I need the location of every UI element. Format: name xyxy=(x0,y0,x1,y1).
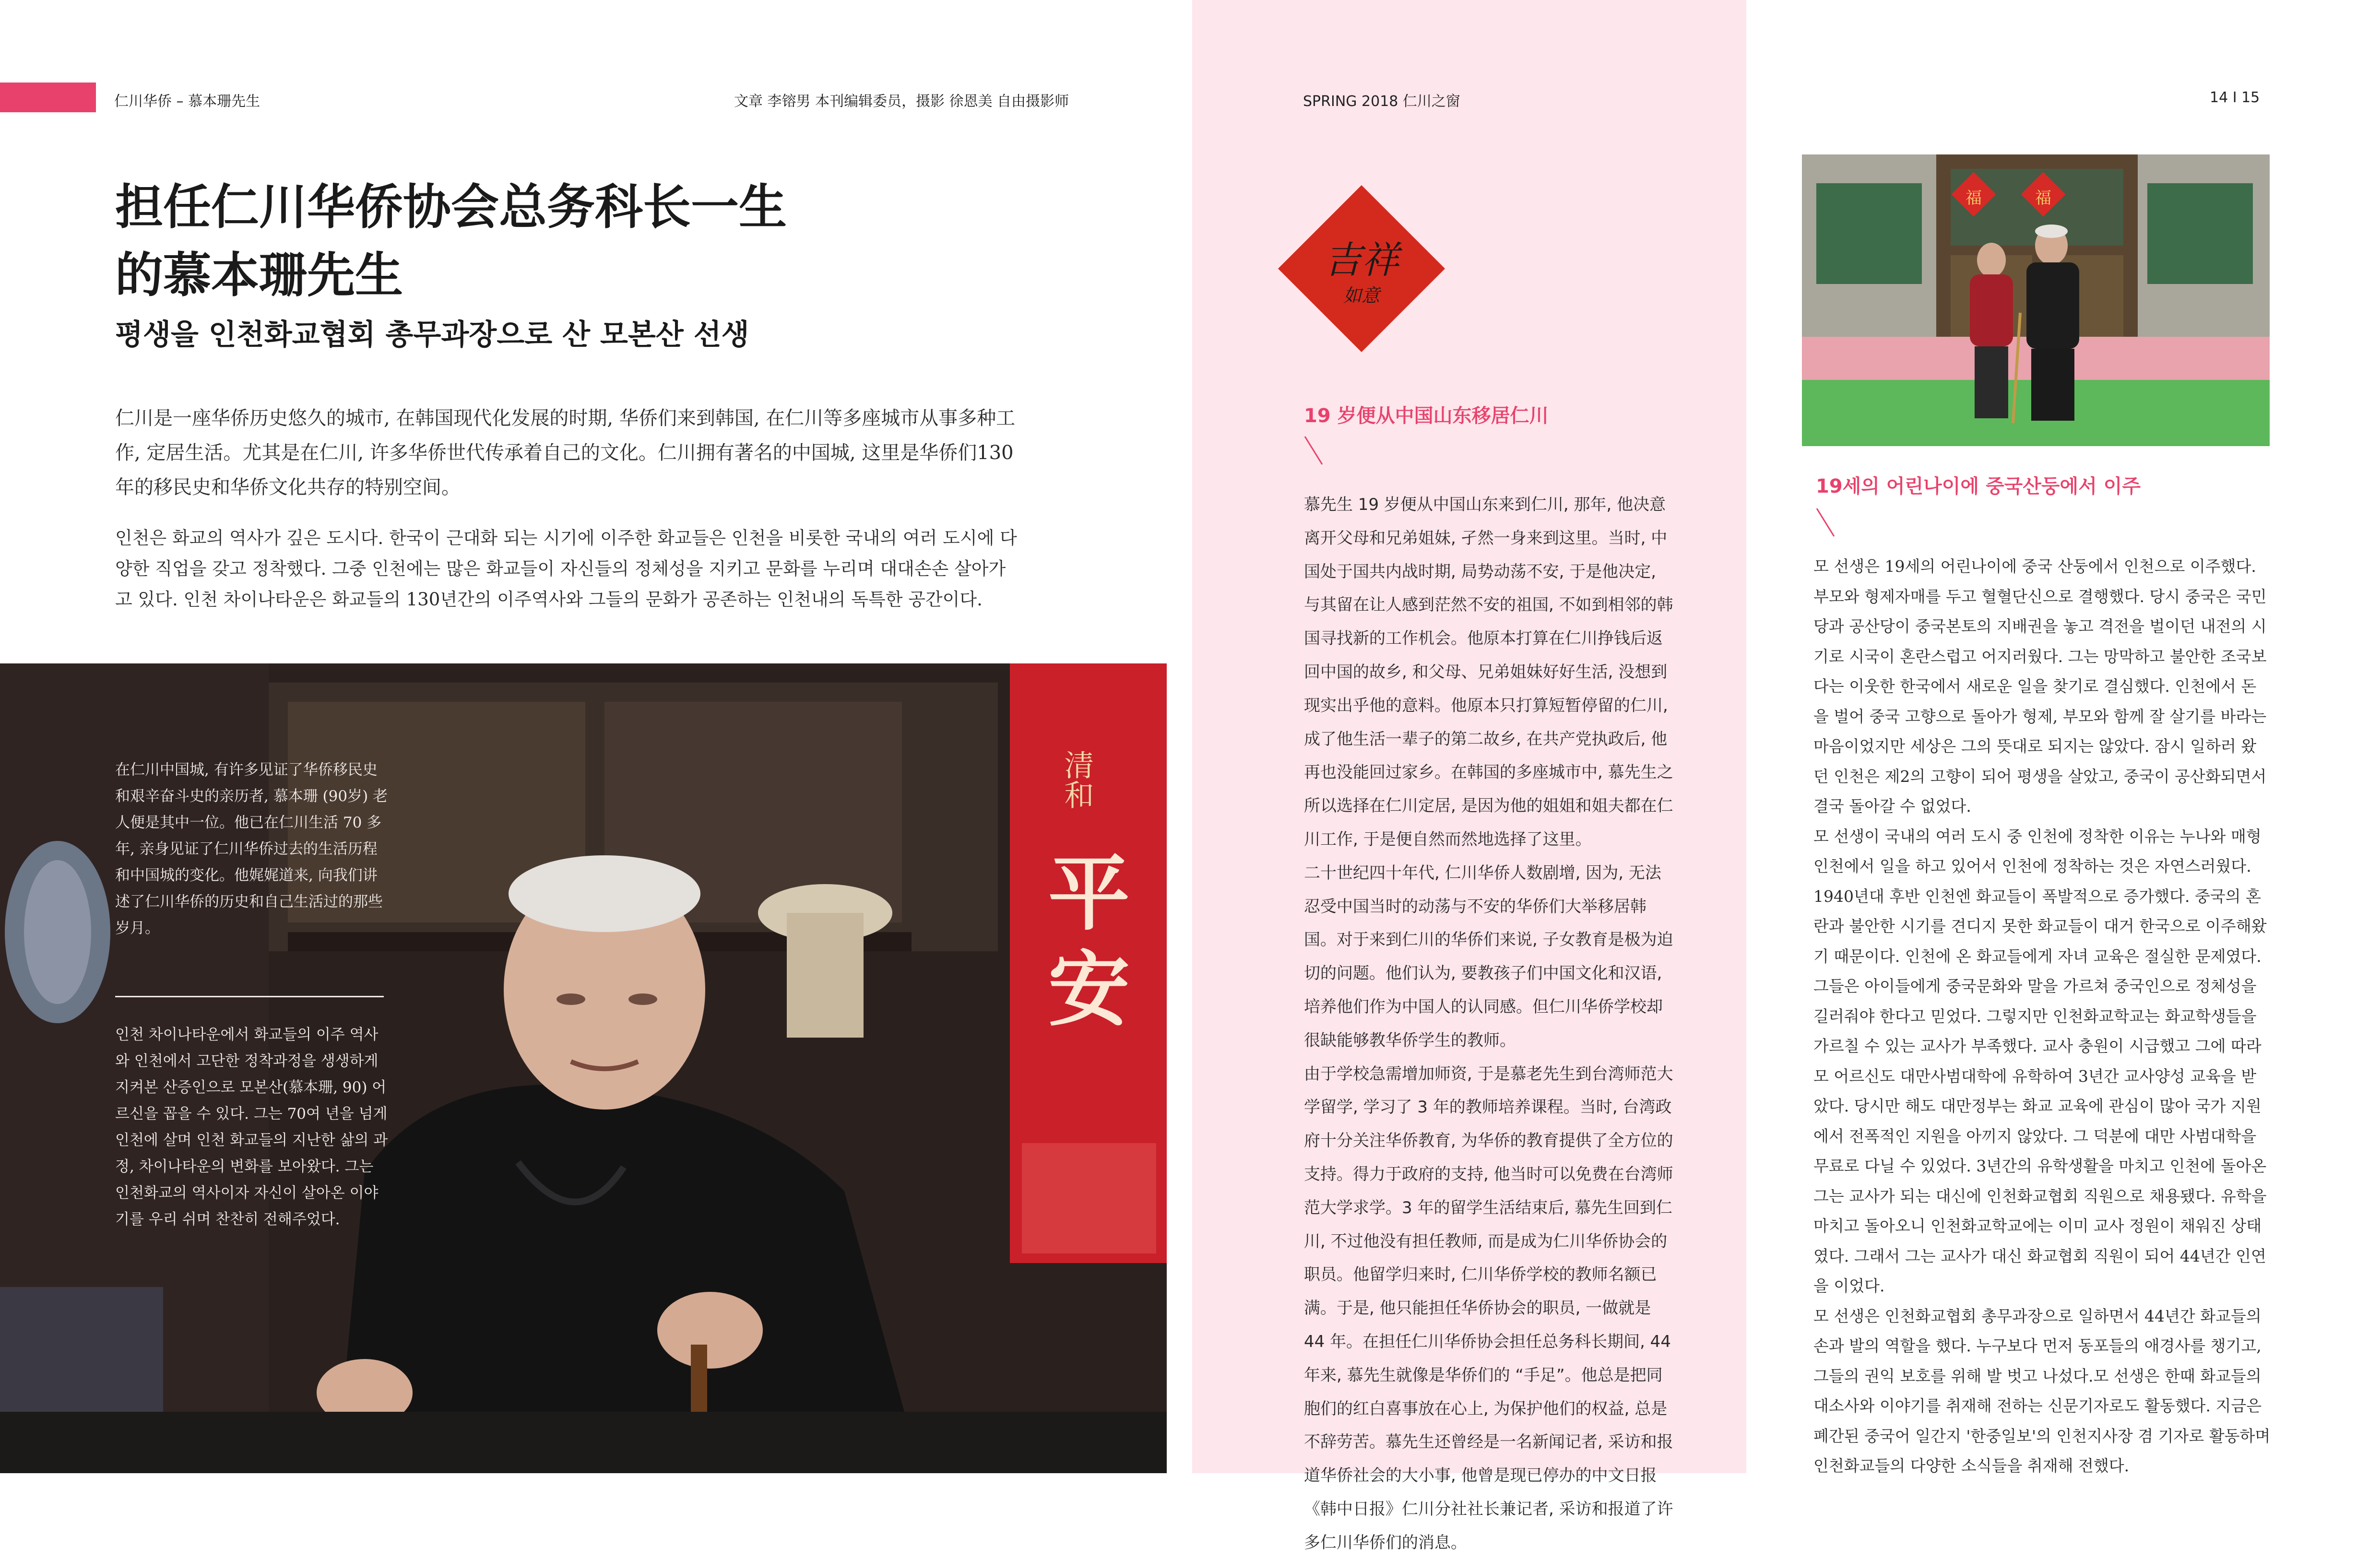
body-paragraph-ko: 모 선생은 19세의 어린나이에 중국 산둥에서 인천으로 이주했다. 부모와 형제자매를 두고 혈혈단신으로 결행했다. 당시 중국은 국민당과 공산당이 중국본토의 지배권을 놓고 격전을 벌이던 내전의 시기로 시국이 혼란스럽고 어지러웠다. 그는 망막하고 불안한 조국보다는 이웃한 한국에서 새로운 일을 찾기로 결심했다. 인천에서 돈을 벌어 중국 고향으로 돌아가 형제, 부모와 함께 잘 살기를 바라는 마음이었지만 세상은 그의 뜻대로 되지는 않았다. 잠시 일하러 왔던 인천은 제2의 고향이 되어 평생을 살았고, 중국이 공산화되면서 결국 돌아갈 수 없었다. xyxy=(1813,557,2267,815)
body-paragraph-zh: 由于学校急需增加师资, 于是慕老先生到台湾师范大学留学, 学习了 3 年的教师培养课程。当时, 台湾政府十分关注华侨教育, 为华侨的教育提供了全方位的支持。得力于政府的支持, 他当时可以免费在台湾师范大学求学。3 年的留学生活结束后, 慕先生回到仁川, 不过他没有担任教师, 而是成为仁川华侨协会的职员。他留学归来时, 仁川华侨学校的教师名额已满。于是, 他只能担任华侨协会的职员, 一做就是 44 年。在担任仁川华侨协会担任总务科长期间, 44 年来, 慕先生就像是华侨们的 “手足”。他总是把同胞们的红白喜事放在心上, 为保护他们的权益, 总是不辞劳苦。慕先生还曾经是一名新闻记者, 采访和报道华侨社会的大小事, 他曾是现已停办的中文日报《韩中日报》仁川分社社长兼记者, 采访和报道了许多仁川华侨们的消息。 xyxy=(1304,1064,1673,1552)
title-line-1: 担任仁川华侨协会总务科长一生 xyxy=(115,178,787,235)
article-subtitle: 평생을 인천화교협회 총무과장으로 산 모본산 선생 xyxy=(115,318,749,352)
section-tab-marker xyxy=(0,83,96,112)
title-line-2: 的慕本珊先生 xyxy=(115,247,403,303)
section-label: 仁川华侨 – 慕本珊先生 xyxy=(114,93,260,110)
credits-line: 文章 李镕男 本刊编辑委员，摄影 徐恩美 自由摄影师 xyxy=(734,93,1069,110)
page-numbers: 14 I 15 xyxy=(2210,89,2260,106)
intro-paragraph-zh: 仁川是一座华侨历史悠久的城市, 在韩国现代化发展的时期, 华侨们来到韩国, 在仁川等多座城市从事多种工作, 定居生活。尤其是在仁川, 许多华侨世代传承着自己的文化。仁川拥有著名的中国城, 这里是华侨们130年的移民史和华侨文化共存的特别空间。 xyxy=(115,407,1016,498)
auspicious-emblem xyxy=(1275,182,1448,355)
heading-slash-zh xyxy=(1304,436,1323,465)
heading-slash-ko xyxy=(1816,508,1835,537)
body-paragraph-zh: 慕先生 19 岁便从中国山东来到仁川, 那年, 他决意离开父母和兄弟姐妹, 孑然一身来到这里。当时, 中国处于国共内战时期, 局势动荡不安, 于是他决定, 与其留在让人感到茫然不安的祖国, 不如到相邻的韩国寻找新的工作机会。他原本打算在仁川挣钱后返回中国的故乡, 和父母、兄弟姐妹好好生活, 没想到现实出乎他的意料。他原本只打算短暂停留的仁川, 成了他生活一辈子的第二故乡, 在共产党执政后, 他再也没能回过家乡。在韩国的多座城市中, 慕先生之所以选择在仁川定居, 是因为他的姐姐和姐夫都在仁川工作, 于是便自然而然地选择了这里。 xyxy=(1304,495,1673,849)
photo-caption-zh: 在仁川中国城, 有许多见证了华侨移民史和艰辛奋斗史的亲历者, 慕本珊 (90岁) 老人便是其中一位。他已在仁川生活 70 多年, 亲身见证了仁川华侨过去的生活历程和中国城的变化。他娓娓道来, 向我们讲述了仁川华侨的历史和自己生活过的那些岁月。 xyxy=(115,761,388,937)
article-body-ko xyxy=(1813,552,2272,1481)
door-sign-left: 福 xyxy=(1966,189,1982,208)
section-heading-ko: 19세의 어린나이에 중국산둥에서 이주 xyxy=(1816,475,2141,497)
caption-divider xyxy=(115,996,384,997)
intro-paragraph-ko: 인천은 화교의 역사가 깊은 도시다. 한국이 근대화 되는 시기에 이주한 화교들은 인천을 비롯한 국내의 여러 도시에 다양한 직업을 갖고 정착했다. 그중 인천에는 많은 화교들이 자신들의 정체성을 지키고 문화를 누리며 대대손손 살아가고 있다. 인천 차이나타운은 화교들의 130년간의 이주역사와 그들의 문화가 공존하는 인천내의 독특한 공간이다. xyxy=(115,528,1017,610)
issue-label: SPRING 2018 仁川之窗 xyxy=(1303,93,1460,110)
door-sign-right: 福 xyxy=(2035,189,2051,208)
banner-text: 平安 xyxy=(1048,846,1130,1038)
emblem-text: 吉祥 xyxy=(1324,239,1399,282)
body-paragraph-ko: 모 선생이 국내의 여러 도시 중 인천에 정착한 이유는 누나와 매형 인천에서 일을 하고 있어서 인천에 정착하는 것은 자연스러웠다. 1940년대 후반 인천엔 화교들이 폭발적으로 증가했다. 중국의 혼란과 불안한 시기를 견디지 못한 화교들이 대거 한국으로 이주해왔기 때문이다. 인천에 온 화교들에게 자녀 교육은 절실한 문제였다. 그들은 아이들에게 중국문화와 말을 가르쳐 중국인으로 정체성을 길러줘야 한다고 믿었다. 그렇지만 인천화교학교는 화교학생들을 가르칠 수 있는 교사가 부족했다. 교사 충원이 시급했고 그에 따라 모 어르신도 대만사범대학에 유학하여 3년간 교사양성 교육을 받았다. 당시만 해도 대만정부는 화교 교육에 관심이 많아 국가 지원에서 전폭적인 지원을 아끼지 않았다. 그 덕분에 대만 사범대학을 무료로 다닐 수 있었다. 3년간의 유학생활을 마치고 인천에 돌아온 그는 교사가 되는 대신에 인천화교협회 직원으로 채용됐다. 유학을 마치고 돌아오니 인천화교학교에는 이미 교사 정원이 채워진 상태였다. 그래서 그는 교사가 대신 화교협회 직원이 되어 44년간 인연을 이었다. xyxy=(1813,827,2267,1295)
photo-caption-ko: 인천 차이나타운에서 화교들의 이주 역사와 인천에서 고단한 정착과정을 생생하게 지켜본 산증인으로 모본산(慕本珊, 90) 어르신을 꼽을 수 있다. 그는 70여 년을 넘게 인천에 살며 인천 화교들의 지난한 삶의 과정, 차이나타운의 변화를 보아왔다. 그는 인천화교의 역사이자 자신이 살아온 이야기를 우리 쉬며 찬찬히 전해주었다. xyxy=(115,1026,388,1228)
body-paragraph-zh: 二十世纪四十年代, 仁川华侨人数剧增, 因为, 无法忍受中国当时的动荡与不安的华侨们大举移居韩国。对于来到仁川的华侨们来说, 子女教育是极为迫切的问题。他们认为, 要教孩子们中国文化和汉语, 培养他们作为中国人的认同感。但仁川华侨学校却很缺能够教华侨学生的教师。 xyxy=(1304,863,1673,1050)
article-title xyxy=(115,173,1075,309)
body-paragraph-ko: 모 선생은 인천화교협회 총무과장으로 일하면서 44년간 화교들의 손과 발의 역할을 했다. 누구보다 먼저 동포들의 애경사를 챙기고, 그들의 권익 보호를 위해 발 벗고 나섰다.모 선생은 한때 화교들의 대소사와 이야기를 취재해 전하는 신문기자로도 활동했다. 지금은 폐간된 중국어 일간지 '한중일보'의 인천지사장 겸 기자로 활동하며 인천화교들의 다양한 소식들을 취재해 전했다. xyxy=(1813,1306,2271,1475)
article-body-zh xyxy=(1304,488,1673,1560)
section-heading-zh: 19 岁便从中国山东移居仁川 xyxy=(1304,405,1549,427)
sign-text: 清和 xyxy=(1059,750,1094,809)
couple-photo xyxy=(1802,154,2270,446)
emblem-subtext: 如意 xyxy=(1343,285,1380,306)
